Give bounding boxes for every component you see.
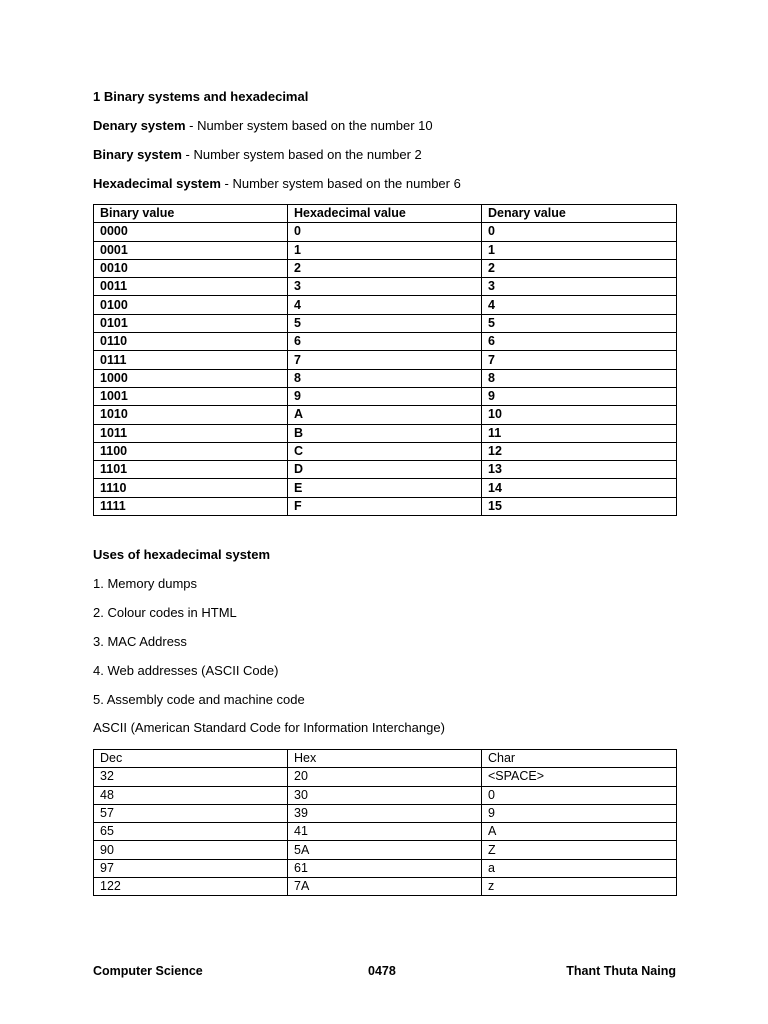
table-header-row — [94, 205, 677, 223]
table-cell: 11 — [482, 424, 677, 442]
table-cell: D — [288, 461, 482, 479]
table-cell: 8 — [482, 369, 677, 387]
uses-heading: Uses of hexadecimal system — [93, 547, 271, 562]
table-row — [94, 479, 677, 497]
table-cell: 2 — [482, 259, 677, 277]
table-cell: 1000 — [94, 369, 288, 387]
table-row — [94, 296, 677, 314]
use-item: 5. Assembly code and machine code — [93, 692, 305, 707]
table-cell: 0011 — [94, 278, 288, 296]
table-cell: 1100 — [94, 442, 288, 460]
table-cell: 9 — [288, 387, 482, 405]
table-cell: 10 — [482, 406, 677, 424]
use-item: 2. Colour codes in HTML — [93, 605, 237, 620]
header-hexadecimal-value: Hexadecimal value — [288, 205, 482, 223]
table-cell: F — [288, 497, 482, 515]
ascii-title: ASCII (American Standard Code for Information Interchange) — [93, 720, 445, 735]
table-cell: 1 — [482, 241, 677, 259]
definition-term: Binary system — [93, 147, 182, 162]
definition-term: Hexadecimal system — [93, 176, 221, 191]
table-cell: a — [482, 859, 677, 877]
use-item: 1. Memory dumps — [93, 576, 198, 591]
table-cell: 32 — [94, 768, 288, 786]
table-cell: 7 — [288, 351, 482, 369]
table-row — [94, 223, 677, 241]
table-cell: 61 — [288, 859, 482, 877]
table-cell: 6 — [482, 333, 677, 351]
table-cell: 65 — [94, 823, 288, 841]
use-item: 3. MAC Address — [93, 634, 187, 649]
table-cell: E — [288, 479, 482, 497]
definition-denary — [93, 118, 433, 133]
footer-subject: Computer Science — [93, 964, 203, 978]
table-cell: 3 — [288, 278, 482, 296]
definition-separator: - — [185, 118, 198, 133]
table-cell: 14 — [482, 479, 677, 497]
table-cell: 1111 — [94, 497, 288, 515]
section-title: 1 Binary systems and hexadecimal — [93, 89, 309, 104]
table-cell: 0 — [482, 223, 677, 241]
table-cell: 97 — [94, 859, 288, 877]
table-cell: 0000 — [94, 223, 288, 241]
definition-separator: - — [181, 147, 194, 162]
table-row — [94, 369, 677, 387]
table-cell: 13 — [482, 461, 677, 479]
table-row — [94, 461, 677, 479]
definition-hexadecimal — [93, 176, 461, 191]
table-row — [94, 333, 677, 351]
table-cell: 12 — [482, 442, 677, 460]
table-cell: 1 — [288, 241, 482, 259]
header-hex: Hex — [288, 750, 482, 768]
footer-code: 0478 — [368, 964, 396, 978]
table-row — [94, 804, 677, 822]
definition-separator: - — [220, 176, 233, 191]
table-header-row — [94, 750, 677, 768]
table-row — [94, 259, 677, 277]
table-cell: A — [482, 823, 677, 841]
table-cell: 6 — [288, 333, 482, 351]
table-row — [94, 768, 677, 786]
table-cell: 3 — [482, 278, 677, 296]
table-cell: 30 — [288, 786, 482, 804]
definition-binary — [93, 147, 422, 162]
table-row — [94, 278, 677, 296]
table-cell: 0111 — [94, 351, 288, 369]
table-row — [94, 406, 677, 424]
table-cell: z — [482, 878, 677, 896]
table-cell: 0101 — [94, 314, 288, 332]
table-cell: 0100 — [94, 296, 288, 314]
table-cell: Z — [482, 841, 677, 859]
table-row — [94, 859, 677, 877]
table-cell: <SPACE> — [482, 768, 677, 786]
definition-text: Number system based on the number 6 — [232, 176, 461, 191]
definition-text: Number system based on the number 10 — [197, 118, 433, 133]
table-cell: 41 — [288, 823, 482, 841]
table-cell: 7 — [482, 351, 677, 369]
table-cell: 9 — [482, 387, 677, 405]
header-denary-value: Denary value — [482, 205, 677, 223]
header-binary-value: Binary value — [94, 205, 288, 223]
table-row — [94, 351, 677, 369]
table-row — [94, 442, 677, 460]
header-dec: Dec — [94, 750, 288, 768]
table-row — [94, 314, 677, 332]
table-row — [94, 387, 677, 405]
table-cell: 5 — [288, 314, 482, 332]
table-cell: 2 — [288, 259, 482, 277]
table-row — [94, 786, 677, 804]
table-row — [94, 823, 677, 841]
binary-hex-denary-table — [93, 204, 677, 516]
table-cell: 5A — [288, 841, 482, 859]
definition-term: Denary system — [93, 118, 186, 133]
table-cell: 48 — [94, 786, 288, 804]
footer-author: Thant Thuta Naing — [566, 964, 676, 978]
table-cell: 20 — [288, 768, 482, 786]
table-cell: 0 — [482, 786, 677, 804]
table-cell: 90 — [94, 841, 288, 859]
definition-text: Number system based on the number 2 — [193, 147, 422, 162]
table-cell: 4 — [288, 296, 482, 314]
ascii-table — [93, 749, 677, 896]
table-cell: 0010 — [94, 259, 288, 277]
table-row — [94, 241, 677, 259]
table-cell: 7A — [288, 878, 482, 896]
table-cell: A — [288, 406, 482, 424]
table-cell: 1011 — [94, 424, 288, 442]
table-cell: 0001 — [94, 241, 288, 259]
table-cell: 9 — [482, 804, 677, 822]
table-cell: 1001 — [94, 387, 288, 405]
table-cell: 1101 — [94, 461, 288, 479]
table-cell: 5 — [482, 314, 677, 332]
table-cell: 1010 — [94, 406, 288, 424]
table-row — [94, 878, 677, 896]
table-cell: 1110 — [94, 479, 288, 497]
table-cell: 39 — [288, 804, 482, 822]
table-cell: B — [288, 424, 482, 442]
table-cell: 57 — [94, 804, 288, 822]
table-cell: C — [288, 442, 482, 460]
table-cell: 4 — [482, 296, 677, 314]
table-row — [94, 497, 677, 515]
table-cell: 15 — [482, 497, 677, 515]
header-char: Char — [482, 750, 677, 768]
table-cell: 0110 — [94, 333, 288, 351]
table-row — [94, 841, 677, 859]
use-item: 4. Web addresses (ASCII Code) — [93, 663, 279, 678]
table-cell: 0 — [288, 223, 482, 241]
table-row — [94, 424, 677, 442]
table-cell: 122 — [94, 878, 288, 896]
table-cell: 8 — [288, 369, 482, 387]
